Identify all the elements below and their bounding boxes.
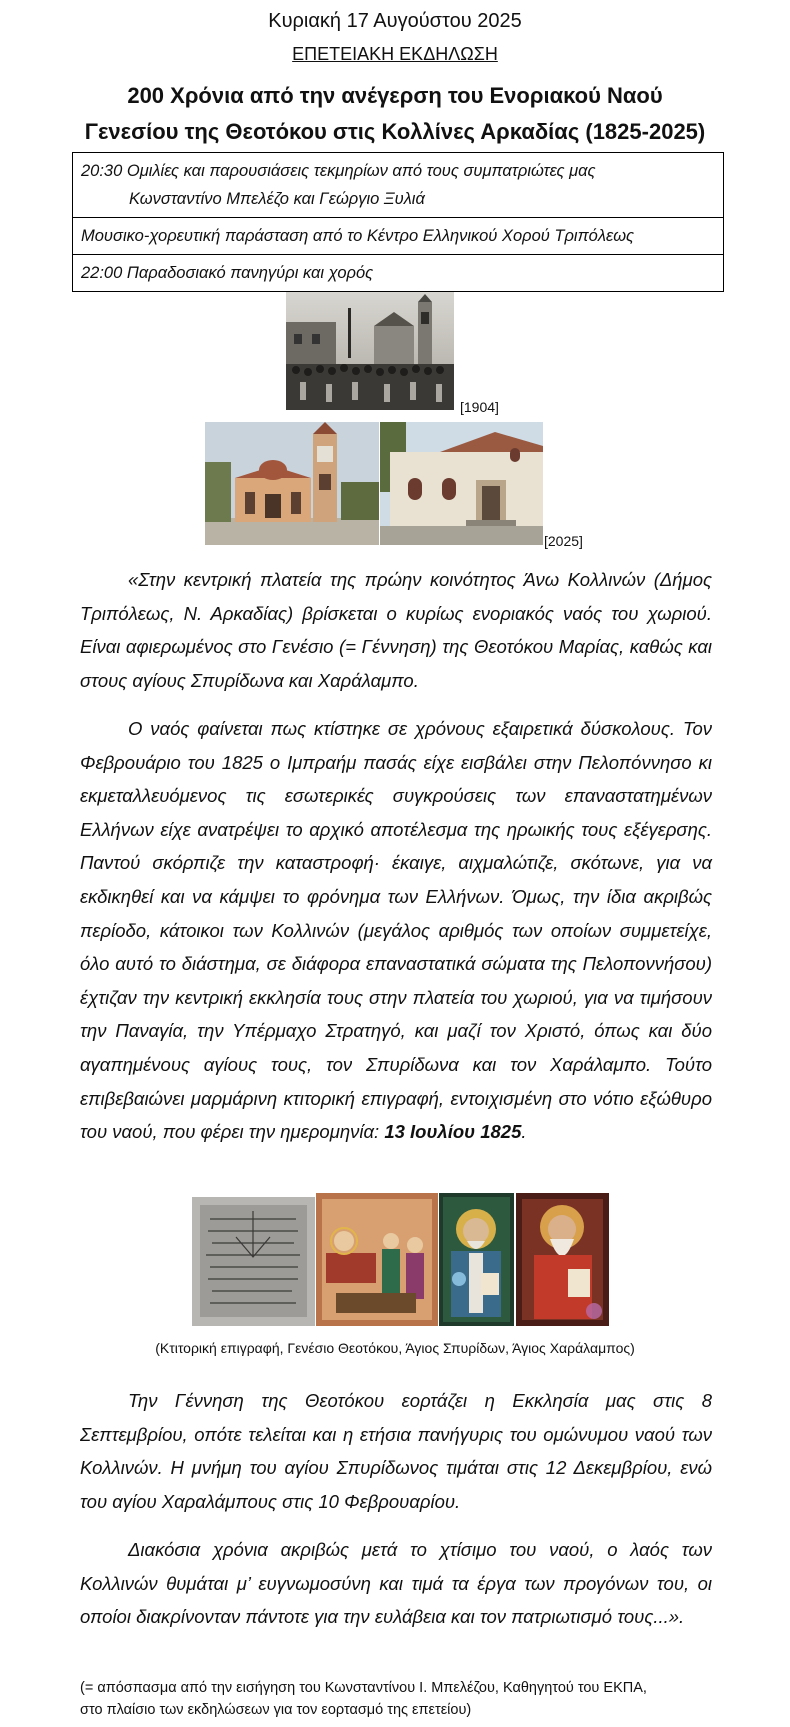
church-photo-1904 [286, 292, 454, 410]
program-row-2: Μουσικο-χορευτική παράσταση από το Κέντρο Ελληνικού Χορού Τριπόλεως [73, 217, 723, 254]
program-table [72, 152, 724, 292]
footnote-line-1: (= απόσπασμα από την εισήγηση του Κωνσταντίνου Ι. Μπελέζου, Καθηγητού του ΕΚΠΑ, [80, 1680, 647, 1696]
program-row-1-line-2: Κωνσταντίνο Μπελέζο και Γεώργιο Ξυλιά [129, 190, 425, 208]
icon-nativity-of-theotokos [316, 1193, 438, 1326]
source-footnote [80, 1677, 720, 1721]
icon-saint-charalambos [516, 1193, 609, 1326]
program-row-1 [73, 153, 723, 217]
title-line-2: Γενεσίου της Θεοτόκου στις Κολλίνες Αρκαδίας (1825-2025) [84, 119, 706, 144]
inscription-photo [192, 1197, 315, 1326]
paragraph-1: «Στην κεντρική πλατεία της πρώην κοινότητος Άνω Κολλινών (Δήμος Τριπόλεως, Ν. Αρκαδίας) βρίσκεται ο κυρίως ενοριακός ναός του χωριού. Είναι αφιερωμένος στο Γενέσιο (= Γέννηση) της Θεοτόκου Μαρίας, καθώς και στους αγίους Σπυρίδωνα και Χαράλαμπο. [80, 569, 712, 691]
inscription-date: 13 Ιουλίου 1825 [384, 1121, 522, 1143]
program-row-3: 22:00 Παραδοσιακό πανηγύρι και χορός [73, 254, 723, 291]
event-label-text: ΕΠΕΤΕΙΑΚΗ ΕΚΔΗΛΩΣΗ [292, 44, 498, 64]
church-photo-2025-facade [380, 422, 543, 545]
photo-1904-caption: [1904] [460, 399, 499, 415]
paragraph-4: Διακόσια χρόνια ακριβώς μετά το χτίσιμο του ναού, ο λαός των Κολλινών θυμάται μ’ ευγνωμοσύνη και τιμά τα έργα των προγόνων του, οι οποίοι διακρίνονταν πάντοτε για την ευλάβεια και τον πατριωτισμό τους...». [80, 1539, 712, 1628]
paragraph-2 [80, 712, 712, 1149]
event-label [0, 44, 790, 65]
icon-saint-spyridon [439, 1193, 514, 1326]
figure-caption: (Κτιτορική επιγραφή, Γενέσιο Θεοτόκου, Άγιος Σπυρίδων, Άγιος Χαράλαμπος) [155, 1340, 635, 1356]
program-row-1-line-1: 20:30 Ομιλίες και παρουσιάσεις τεκμηρίων από τους συμπατριώτες μας [81, 162, 596, 180]
paragraph-2-text: Ο ναός φαίνεται πως κτίστηκε σε χρόνους εξαιρετικά δύσκολους. Τον Φεβρουάριο του 1825 ο Ιμπραήμ πασάς είχε εισβάλει στην Πελοπόννησο κι εκμεταλλευόμενος τις εσωτερικές συγκρούσεις των επαναστατημένων Ελλήνων είχε ανατρέψει το αρχικό αποτέλεσμα της ηρωικής τους εξέγερσης. Παντού σκόρπιζε την καταστροφή· έκαιγε, αιχμαλώτιζε, σκότωνε, για να εκδικηθεί και να κάμψει το φρόνημα των Ελλήνων. Όμως, την ίδια ακριβώς περίοδο, κάτοικοι των Κολλινών (μεγάλος αριθμός των οποίων συμμετείχε, όλο αυτό το διάστημα, σε διάφορα επαναστατικά σώματα της Πελοποννήσου) έχτιζαν την κεντρική εκκλησία τους στην πλατεία του χωριού, για να τιμήσουν την Παναγία, την Υπέρμαχο Στρατηγό, και μαζί τον Χριστό, όπως και δύο αγαπημένους αγίους τους, τον Σπυρίδωνα και τον Χαράλαμπο. Τούτο επιβεβαιώνει μαρμάρινη κτιτορική επιγραφή, εντοιχισμένη στο νότιο εξώθυρο του ναού, που φέρει την ημερομηνία: [80, 718, 712, 1143]
event-date: Κυριακή 17 Αυγούστου 2025 [268, 10, 522, 32]
page-title [40, 78, 750, 150]
paragraph-3: Την Γέννηση της Θεοτόκου εορτάζει η Εκκλησία μας στις 8 Σεπτεμβρίου, οπότε τελείται και η ετήσια πανήγυρις του ομώνυμου ναού των Κολλινών. Η μνήμη του αγίου Σπυρίδωνος τιμάται στις 12 Δεκεμβρίου, ενώ του αγίου Χαραλάμπους στις 10 Φεβρουαρίου. [80, 1390, 712, 1512]
church-photo-2025-exterior [205, 422, 379, 545]
paragraph-2-end: . [521, 1121, 527, 1143]
footnote-line-2: στο πλαίσιο των εκδηλώσεων για τον εορτασμό της επετείου) [80, 1702, 472, 1718]
photo-2025-caption: [2025] [544, 533, 583, 549]
title-line-1: 200 Χρόνια από την ανέγερση του Ενοριακού Ναού [127, 83, 663, 108]
